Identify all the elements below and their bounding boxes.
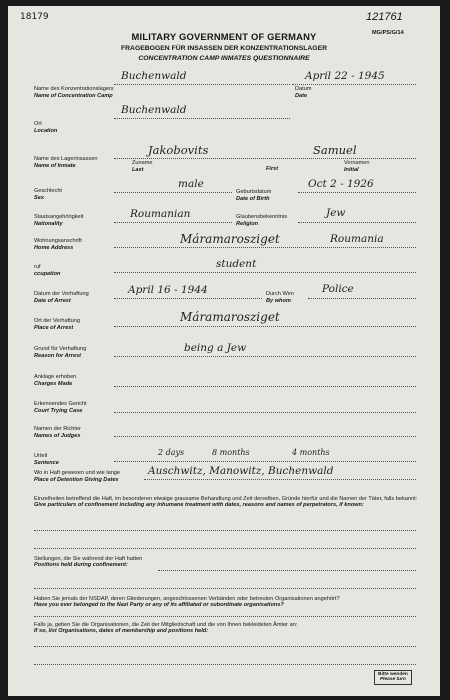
please-turn-note: Bitte wenden Please turn	[374, 670, 412, 685]
reason-label: Grund für Verhaftung Reason for Arrest	[34, 346, 87, 359]
sentence-value-3: 4 months	[292, 448, 330, 457]
sentence-label: Urteil Sentence	[34, 453, 59, 466]
camp-value: Buchenwald	[121, 70, 187, 82]
arrest-date-value: April 16 - 1944	[128, 284, 208, 296]
inmate-first-name: Samuel	[313, 143, 357, 157]
arrest-place-value: Máramarosziget	[180, 310, 280, 324]
detention-label: Wo in Haft gewesen und wie lange Place of Detention Giving Dates	[34, 470, 121, 483]
form-title: MILITARY GOVERNMENT OF GERMANY	[131, 31, 317, 42]
date-label: Datum Date	[295, 86, 312, 99]
form-subtitle-de: FRAGEBOGEN FÜR INSASSEN DER KONZENTRATIONSLAGER	[120, 45, 328, 52]
address-value: Máramarosziget	[180, 232, 280, 246]
archive-number-left: 18179	[20, 12, 49, 22]
birth-label: Geburtsdatum Date of Birth	[236, 189, 272, 202]
form-code: MG/PS/G/14	[372, 30, 404, 36]
arrest-by-value: Police	[322, 283, 354, 295]
arrest-by-label: Durch Wen By whom	[266, 291, 294, 304]
sex-value: male	[178, 178, 204, 190]
archive-number-right: 121761	[366, 11, 403, 23]
address-country: Roumania	[330, 233, 384, 245]
inmate-last-label: Zuname Last	[132, 160, 153, 173]
sentence-value-1: 2 days	[158, 448, 185, 457]
inmate-first-label: First	[266, 166, 279, 172]
detention-value: Auschwitz, Manowitz, Buchenwald	[148, 465, 334, 477]
religion-value: Jew	[326, 207, 346, 219]
questionnaire-sheet	[8, 6, 440, 696]
inmate-last-name: Jakobovits	[148, 143, 209, 157]
reason-value: being a Jew	[184, 342, 247, 354]
address-label: Wohnungsanschrift Home Address	[34, 238, 82, 251]
sex-label: Geschlecht Sex	[34, 188, 62, 201]
organisations-question: Falls ja, geben Sie die Organisationen, die Zeit der Mitgliedschaft und die von Ihnen bekleideten Ämter an: If so, list Organisations, dates of membership and positions held:	[34, 622, 298, 634]
particulars-question: Einzelheiten betreffend die Haft, im besonderen etwaige grausame Behandlung und Zeit derselben, Gründe hierfür und die Namen der Täter, falls bekannt: Give particulars of confinement including any inhumane treatment with dates, reasons and names of perpetrators, if known:	[34, 496, 418, 508]
location-label: Ort Location	[34, 121, 58, 134]
occupation-label: ruf ccupation	[34, 264, 61, 277]
inmate-label: Name des Lagerinsassen Name of Inmate	[34, 156, 98, 169]
arrest-date-label: Datum der Verhaftung Date of Arrest	[34, 291, 89, 304]
court-label: Erkennendes Gericht Court Trying Case	[34, 401, 87, 414]
date-value: April 22 - 1945	[305, 70, 385, 82]
inmate-initial-label: Vornamen Initial	[344, 160, 370, 173]
religion-label: Glaubensbekenntnis Religion	[236, 214, 288, 227]
nsdap-question: Haben Sie jemals der NSDAP, deren Gliederungen, angeschlossenen Verbänden oder betreuten Organisationen angehört? Have you ever belonged to the Nazi Party or any of its affiliated or subordinate organisations?	[34, 596, 340, 608]
sentence-value-2: 8 months	[212, 448, 250, 457]
form-subtitle-en: CONCENTRATION CAMP INMATES QUESTIONNAIRE	[138, 55, 310, 62]
nationality-label: Staatsangehörigkeit Nationality	[34, 214, 84, 227]
positions-question: Stellungen, die Sie während der Haft hatten Positions held during confinement:	[34, 556, 143, 568]
arrest-place-label: Ort der Verhaftung Place of Arrest	[34, 318, 81, 331]
camp-label: Name des Konzentrationslagers Name of Concentration Camp	[34, 86, 114, 99]
location-value: Buchenwald	[121, 104, 187, 116]
judges-label: Namen der Richter Names of Judges	[34, 426, 81, 439]
nationality-value: Roumanian	[130, 208, 191, 220]
occupation-value: student	[216, 258, 257, 270]
charges-label: Anklage erhoben Charges Made	[34, 374, 77, 387]
birth-value: Oct 2 - 1926	[308, 178, 374, 190]
